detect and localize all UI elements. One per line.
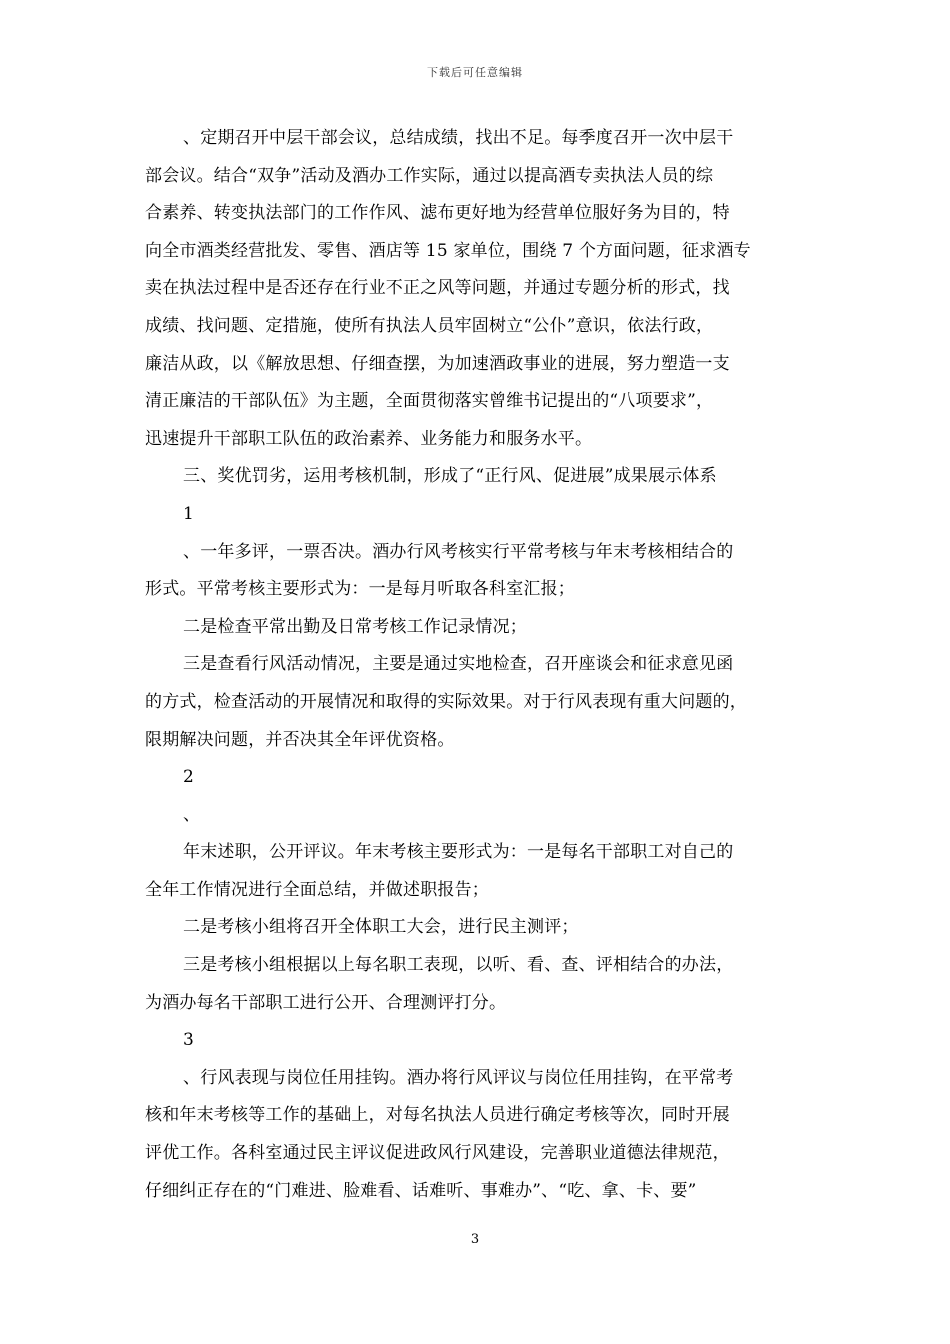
text-line: 合素养、转变执法部门的工作作风、滤布更好地为经营单位服好务为目的，特 bbox=[145, 203, 730, 224]
text-line: 三是考核小组根据以上每名职工表现，以听、看、查、评相结合的办法， bbox=[183, 955, 734, 976]
text-line: 卖在执法过程中是否还存在行业不正之风等问题，并通过专题分析的形式，找 bbox=[145, 278, 730, 299]
text-line: 廉洁从政，以《解放思想、仔细查摆，为加速酒政事业的进展，努力塑造一支 bbox=[145, 353, 730, 374]
page-number: 3 bbox=[470, 1232, 480, 1247]
text-line: 3 bbox=[183, 1030, 195, 1051]
text-line: 2 bbox=[183, 767, 195, 788]
text-line: 、 bbox=[183, 804, 201, 825]
page-header: 下载后可任意编辑 bbox=[427, 66, 523, 79]
text-line: 清正廉洁的干部队伍》为主题，全面贯彻落实曾维书记提出的“八项要求”， bbox=[145, 391, 714, 412]
text-line: 核和年末考核等工作的基础上，对每名执法人员进行确定考核等次，同时开展 bbox=[145, 1105, 730, 1126]
text-line: 形式。平常考核主要形式为：一是每月听取各科室汇报； bbox=[145, 579, 575, 600]
text-line: 三、奖优罚劣，运用考核机制，形成了“正行风、促进展”成果展示体系 bbox=[183, 466, 717, 487]
text-line: 评优工作。各科室通过民主评议促进政风行风建设，完善职业道德法律规范， bbox=[145, 1143, 730, 1164]
text-line: 全年工作情况进行全面总结，并做述职报告； bbox=[145, 879, 489, 900]
document-body bbox=[145, 120, 805, 1210]
text-line: 为酒办每名干部职工进行公开、合理测评打分。 bbox=[145, 992, 507, 1013]
text-line: 、一年多评，一票否决。酒办行风考核实行平常考核与年末考核相结合的 bbox=[183, 541, 734, 562]
text-line: 年末述职，公开评议。年末考核主要形式为：一是每名干部职工对自己的 bbox=[183, 842, 734, 863]
text-line: 的方式，检查活动的开展情况和取得的实际效果。对于行风表现有重大问题的， bbox=[145, 691, 747, 712]
text-line: 成绩、找问题、定措施，使所有执法人员牢固树立“公仆”意识，依法行政， bbox=[145, 315, 714, 336]
text-line: 仔细纠正存在的“门难进、脸难看、话难听、事难办”、“吃、拿、卡、要” bbox=[145, 1180, 697, 1201]
text-line: 迅速提升干部职工队伍的政治素养、业务能力和服务水平。 bbox=[145, 428, 593, 449]
text-line: 部会议。结合“双争”活动及酒办工作实际，通过以提高酒专卖执法人员的综 bbox=[145, 165, 714, 186]
text-line: 、行风表现与岗位任用挂钩。酒办将行风评议与岗位任用挂钩，在平常考 bbox=[183, 1067, 734, 1088]
text-line: 向全市酒类经营批发、零售、酒店等 15 家单位，围绕 7 个方面问题，征求酒专 bbox=[145, 240, 751, 261]
text-line: 二是考核小组将召开全体职工大会，进行民主测评； bbox=[183, 917, 579, 938]
text-line: 、定期召开中层干部会议，总结成绩，找出不足。每季度召开一次中层干 bbox=[183, 128, 734, 148]
text-line: 三是查看行风活动情况，主要是通过实地检查，召开座谈会和征求意见函 bbox=[183, 654, 734, 675]
text-line: 二是检查平常出勤及日常考核工作记录情况； bbox=[183, 616, 527, 637]
text-line: 限期解决问题，并否决其全年评优资格。 bbox=[145, 729, 455, 750]
text-line: 1 bbox=[183, 503, 195, 524]
